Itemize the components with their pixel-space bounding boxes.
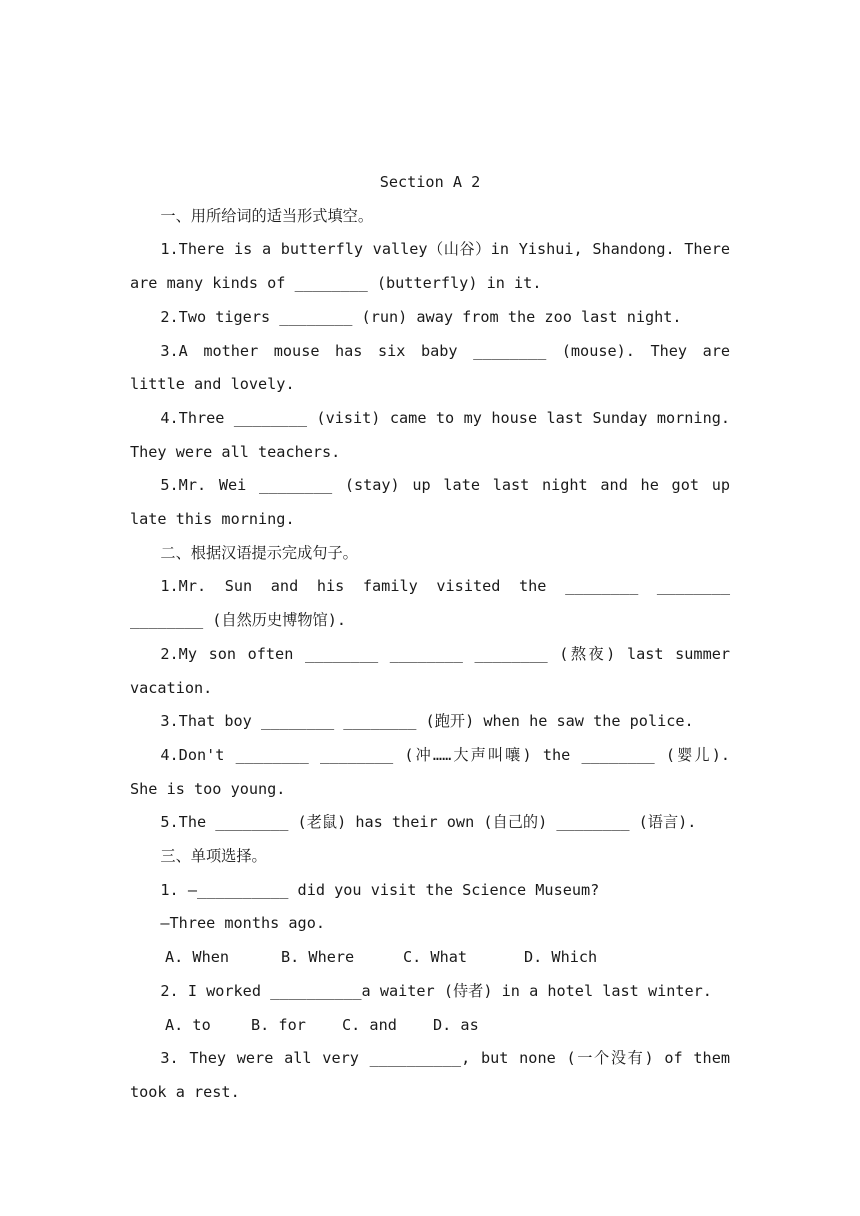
option: A. to [165, 1015, 211, 1034]
section-1-heading: 一、用所给词的适当形式填空。 [160, 206, 374, 225]
section-1-question-5: 5.Mr. Wei ________ (stay) up late last night and he got up late this morning. [130, 476, 730, 529]
option: C. What [403, 948, 468, 967]
section-3-question-3: 3. They were all very __________, but none (一个没有) of them took a rest. [130, 1049, 730, 1101]
section-3-question-1-options [130, 941, 730, 975]
section-2-question-3: 3.That boy ________ ________ (跑开) when he saw the police. [160, 712, 694, 731]
section-3-question-2-options [130, 1009, 730, 1043]
worksheet-page [130, 166, 730, 1110]
section-2-question-4: 4.Don't ________ ________ (冲……大声叫嚷) the ________ (婴儿). She is too young. [130, 745, 730, 798]
option: D. Which [524, 948, 598, 967]
section-2-question-2: 2.My son often ________ ________ ________ (熬夜) last summer vacation. [130, 644, 730, 697]
option: B. Where [281, 948, 355, 967]
option: C. and [342, 1015, 397, 1034]
section-1-question-2: 2.Two tigers ________ (run) away from the zoo last night. [160, 307, 682, 326]
section-1-question-3: 3.A mother mouse has six baby ________ (mouse). They are little and lovely. [130, 341, 730, 394]
section-2-heading: 二、根据汉语提示完成句子。 [160, 543, 358, 562]
section-1-question-1: 1.There is a butterfly valley（山谷）in Yishui, Shandong. There are many kinds of ________ (butterfly) in it. [130, 240, 730, 293]
section-2-question-5: 5.The ________ (老鼠) has their own (自己的) ________ (语言). [160, 813, 697, 832]
section-3-question-1-dialogue: —Three months ago. [160, 914, 325, 933]
section-2-question-1: 1.Mr. Sun and his family visited the ________ ________ ________ (自然历史博物馆). [130, 577, 730, 630]
page-title: Section A 2 [379, 173, 481, 191]
option: A. When [165, 948, 230, 967]
section-3-question-2: 2. I worked __________a waiter (侍者) in a hotel last winter. [160, 981, 712, 1000]
section-3-heading: 三、单项选择。 [160, 847, 267, 866]
section-1-question-4: 4.Three ________ (visit) came to my house last Sunday morning. They were all teachers. [130, 408, 730, 461]
option: D. as [433, 1015, 479, 1034]
section-3-question-1: 1. —__________ did you visit the Science Museum? [160, 880, 600, 899]
option: B. for [251, 1015, 306, 1034]
